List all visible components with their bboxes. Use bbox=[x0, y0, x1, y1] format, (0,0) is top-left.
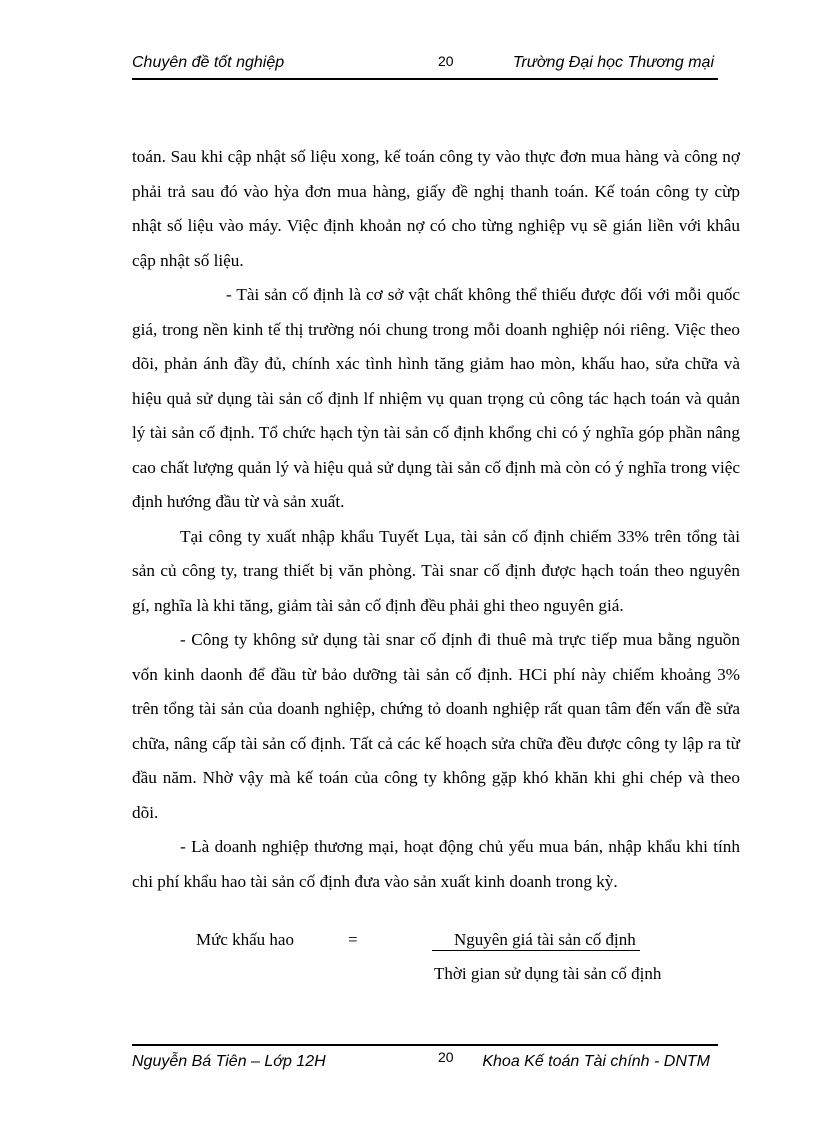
footer-page-number: 20 bbox=[438, 1049, 454, 1065]
formula-denominator: Thời gian sử dụng tài sản cố định bbox=[434, 964, 662, 983]
paragraph-1: toán. Sau khi cập nhật số liệu xong, kế toán công ty vào thực đơn mua hàng và công nợ phải trả sau đó vào hỳa đơn mua hàng, giấy đề nghị thanh toán. Kế toán công ty cừp nhật số liệu vào máy. Việc định khoản nợ có cho từng nghiệp vụ sẽ gián liền với khâu cập nhật số liệu. bbox=[132, 147, 740, 270]
paragraph-4: - Công ty không sử dụng tài snar cố định đi thuê mà trực tiếp mua bằng nguồn vốn kinh daonh để đầu từ bảo dưỡng tài sản cố định. HCi phí này chiếm khoảng 3% trên tổng tài sản của doanh nghiệp, chứng tỏ doanh nghiệp rất quan tâm đến vấn đề sửa chữa, nâng cấp tài sản cố định. Tất cả các kế hoạch sửa chữa đều được công ty lập ra từ đầu năm. Nhờ vậy mà kế toán của công ty không gặp khó khăn khi ghi chép và theo dõi. bbox=[132, 630, 740, 822]
formula-numerator: Nguyên giá tài sản cố định bbox=[432, 930, 640, 951]
header-university: Trường Đại học Thương mại bbox=[512, 54, 714, 71]
document-body bbox=[132, 140, 740, 899]
depreciation-formula bbox=[196, 930, 716, 994]
paragraph-5: - Là doanh nghiệp thương mại, hoạt động chủ yếu mua bán, nhập khẩu khi tính chi phí khẩu hao tài sản cố định đưa vào sản xuất kinh doanh trong kỳ. bbox=[132, 837, 740, 891]
header-document-title: Chuyên đề tốt nghiệp bbox=[132, 54, 285, 71]
formula-equals: = bbox=[348, 930, 358, 949]
footer-author: Nguyễn Bá Tiên – Lớp 12H bbox=[132, 1053, 326, 1070]
page-footer bbox=[132, 1044, 718, 1076]
footer-faculty: Khoa Kế toán Tài chính - DNTM bbox=[482, 1053, 710, 1070]
header-page-number: 20 bbox=[438, 53, 454, 69]
formula-label: Mức khấu hao bbox=[196, 930, 294, 949]
paragraph-2: - Tài sản cố định là cơ sở vật chất không thể thiếu được đối với mỗi quốc giá, trong nền kinh tế thị trường nói chung trong mỗi doanh nghiệp nói riêng. Việc theo dõi, phản ánh đầy đủ, chính xác tình hình tăng giảm hao mòn, khấu hao, sửa chữa và hiệu quả sử dụng tài sản cố định lf nhiệm vụ quan trọng củ công tác hạch toán và quản lý tài sản cố định. Tổ chức hạch tỳn tài sản cố định khổng chi có ý nghĩa góp phần nâng cao chất lượng quản lý và hiệu quả sử dụng tài sản cố định mà còn có ý nghĩa trong việc định hướng đầu từ và sản xuất. bbox=[132, 285, 740, 511]
page-header bbox=[132, 52, 718, 80]
paragraph-3: Tại công ty xuất nhập khẩu Tuyết Lụa, tài sản cố định chiếm 33% trên tổng tài sản củ công ty, trang thiết bị văn phòng. Tài snar cố định được hạch toán theo nguyên gí, nghĩa là khi tăng, giảm tài sản cố định đều phải ghi theo nguyên giá. bbox=[132, 526, 740, 615]
